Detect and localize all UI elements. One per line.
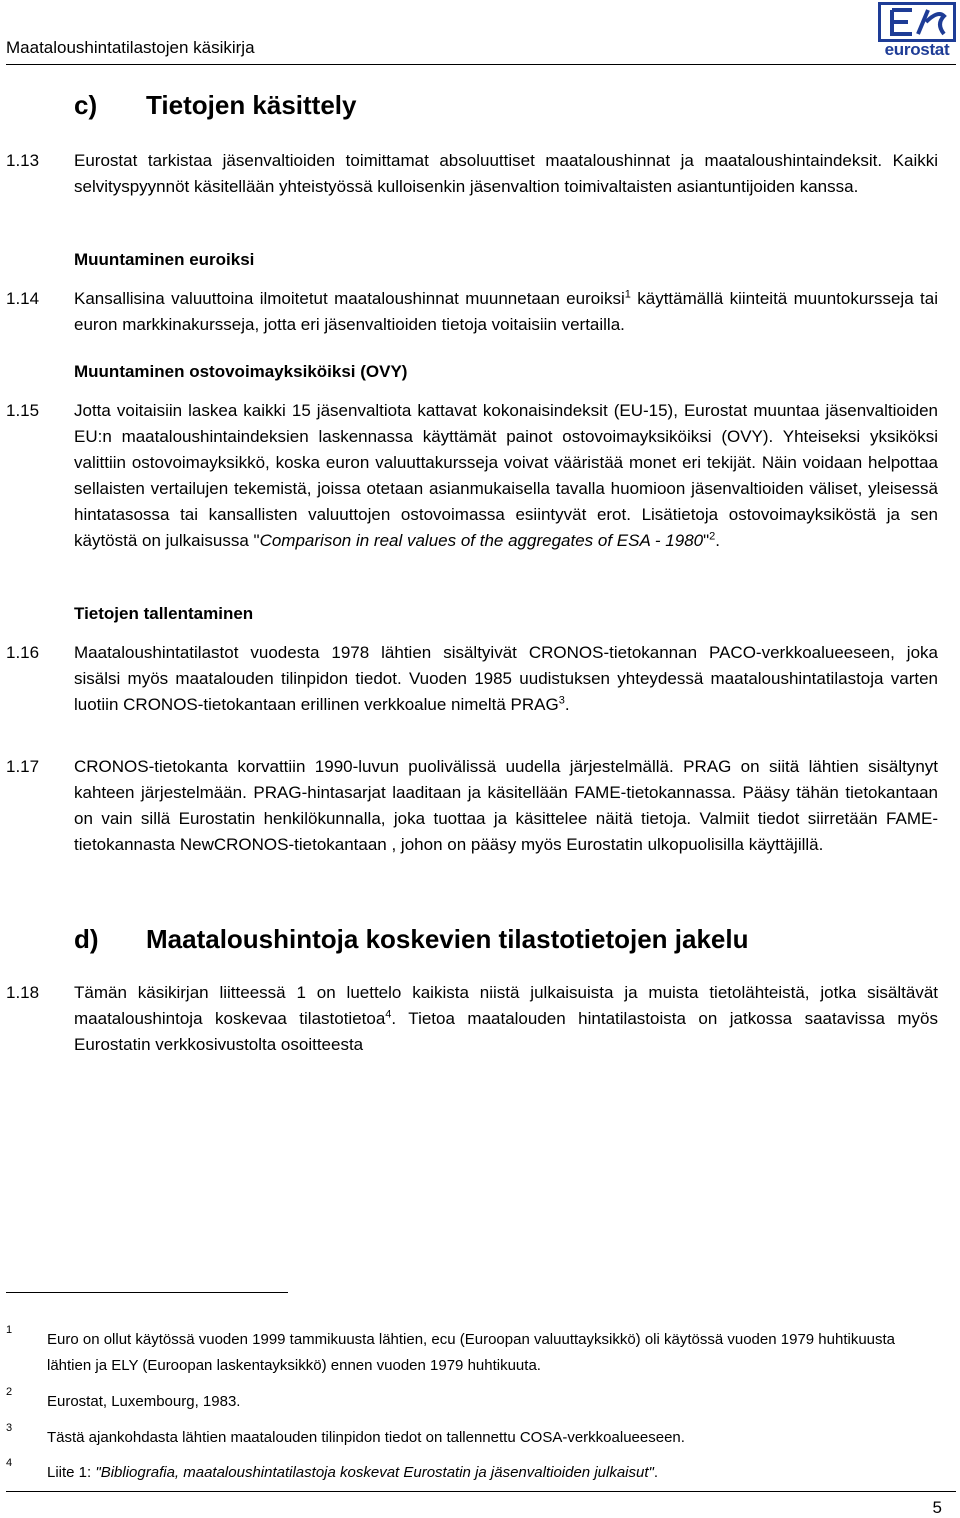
section-label: d)	[74, 924, 99, 954]
footnote-mark: 4	[6, 1457, 13, 1469]
eurostat-logo	[878, 2, 956, 60]
paragraph-1-13	[6, 148, 938, 200]
footnote-mark: 2	[6, 1386, 13, 1398]
document-title: Maataloushintatilastojen käsikirja	[6, 38, 255, 57]
paragraph-1-16	[6, 640, 938, 718]
paragraph-number: 1.15	[6, 401, 40, 420]
paragraph-number: 1.13	[6, 151, 40, 170]
footnote-text: Euro on ollut käytössä vuoden 1999 tammikuusta lähtien, ecu (Euroopan valuuttayksikkö) oli käytössä vuoden 1979 huhtikuusta lähtien ja ELY (Euroopan laskentayksikkö) ennen vuoden 1979 huhtikuuta.	[47, 1331, 896, 1374]
publication-title: "Bibliografia, maataloushintatilastoja koskevat Eurostatin ja jäsenvaltioiden julkaisut"	[95, 1464, 654, 1481]
paragraph-number: 1.16	[6, 643, 40, 662]
footnote-4	[6, 1457, 938, 1486]
page-header	[6, 0, 956, 65]
section-heading-d	[74, 924, 749, 955]
section-title: Tietojen käsittely	[146, 90, 357, 120]
footnote-ref-4: 4	[385, 1008, 392, 1021]
footnote-ref-1: 1	[624, 288, 631, 301]
footnote-2	[6, 1386, 938, 1415]
footnote-mark: 3	[6, 1422, 13, 1434]
publication-title: Comparison in real values of the aggregates of ESA - 1980	[259, 531, 704, 550]
footnote-separator	[6, 1292, 288, 1293]
footnote-1	[6, 1324, 938, 1379]
paragraph-number: 1.17	[6, 757, 40, 776]
paragraph-text: Maataloushintatilastot vuodesta 1978 lähtien sisältyivät CRONOS-tietokannan PACO-verkkoalueeseen, joka sisälsi myös maatalouden tilinpidon tiedot. Vuoden 1985 uudistuksen yhteydessä maataloushintatilastoja varten luotiin CRONOS-tietokantaan erillinen verkkoalue nimeltä PRAG$^3$.	[74, 643, 938, 714]
logo-wordmark: eurostat	[884, 40, 950, 59]
paragraph-text: CRONOS-tietokanta korvattiin 1990-luvun puolivälissä uudella järjestelmällä. PRAG on siitä lähtien sisältynyt kahteen järjestelmään. PRAG-hintasarjat laaditaan ja käsitellään FAME-tietokannassa. Pääsy tähän tietokantaan on vain sillä Eurostatin henkilökunnalla, joka tuottaa ja käsittelee näitä tietoja. Valmiit tiedot siirretään FAME-tietokannasta NewCRONOS-tietokantaan , johon on pääsy myös Eurostatin ulkopuolisilla käyttäjillä.	[74, 757, 938, 854]
paragraph-number: 1.14	[6, 289, 40, 308]
paragraph-text: Jotta voitaisiin laskea kaikki 15 jäsenvaltiota kattavat kokonaisindeksit (EU-15), Eurostat muuntaa jäsenvaltioiden EU:n maataloushintaindeksien laskennassa käyttämät painot ostovoimayksiköiksi (OVY). Yhteiseksi yksiköksi valittiin ostovoimayksikkö, koska euron valuuttakursseja voivat vääristää monet eri tekijät. Näin voidaan helpottaa sellaisten vertailujen tekemistä, joissa otetaan asianmukaisella tavalla huomioon jäsenvaltioiden väliset, yleisessä hintatasossa tai kansallisten valuuttojen ostovoimassa esiintyvät erot. Lisätietoja ostovoimayksiköstä ja sen käytöstä on julkaisussa "Comparison in real values of the aggregates of ESA - 1980"$^2$.	[74, 401, 938, 550]
footnote-text: Tästä ajankohdasta lähtien maatalouden tilinpidon tiedot on tallennettu COSA-verkkoalueeseen.	[47, 1429, 685, 1446]
section-heading-c	[74, 90, 357, 121]
paragraph-number: 1.18	[6, 983, 40, 1002]
paragraph-text: Tämän käsikirjan liitteessä 1 on luettelo kaikista niistä julkaisuista ja muista tietolähteistä, jotka sisältävät maataloushintoja koskevaa tilastotietoa$^4$. Tietoa maatalouden hintatilastoista on jatkossa saatavissa myös Eurostatin verkkosivustolta osoitteesta	[74, 983, 938, 1054]
section-title: Maataloushintoja koskevien tilastotietojen jakelu	[146, 924, 749, 954]
footnote-ref-2: 2	[709, 530, 716, 543]
footer-separator	[6, 1491, 956, 1492]
footnote-mark: 1	[6, 1324, 13, 1336]
paragraph-1-17	[6, 754, 938, 858]
subheading-storage: Tietojen tallentaminen	[74, 604, 254, 623]
footnote-3	[6, 1422, 938, 1451]
subheading-euros: Muuntaminen euroiksi	[74, 250, 255, 269]
footnote-ref-3: 3	[558, 694, 565, 707]
footnote-text: Eurostat, Luxembourg, 1983.	[47, 1393, 241, 1410]
paragraph-1-15	[6, 398, 938, 554]
page-number: 5	[932, 1498, 942, 1517]
paragraph-1-18	[6, 980, 938, 1058]
paragraph-1-14	[6, 286, 938, 338]
paragraph-text: Kansallisina valuuttoina ilmoitetut maataloushinnat muunnetaan euroiksi$^1$ käyttämällä kiinteitä muuntokursseja tai euron markkinakursseja, jotta eri jäsenvaltioiden tietoja voitaisiin vertailla.	[74, 288, 938, 334]
section-label: c)	[74, 90, 98, 120]
eurostat-emblem-icon	[878, 2, 956, 42]
footnote-text: Liite 1: "Bibliografia, maataloushintatilastoja koskevat Eurostatin ja jäsenvaltioiden julkaisut".	[47, 1464, 659, 1481]
paragraph-text: Eurostat tarkistaa jäsenvaltioiden toimittamat absoluuttiset maataloushinnat ja maataloushintaindeksit. Kaikki selvityspyynnöt käsitellään yhteistyössä kulloisenkin jäsenvaltion toimivaltaisten asiantuntijoiden kanssa.	[74, 151, 938, 196]
subheading-ppp: Muuntaminen ostovoimayksiköiksi (OVY)	[74, 362, 408, 381]
